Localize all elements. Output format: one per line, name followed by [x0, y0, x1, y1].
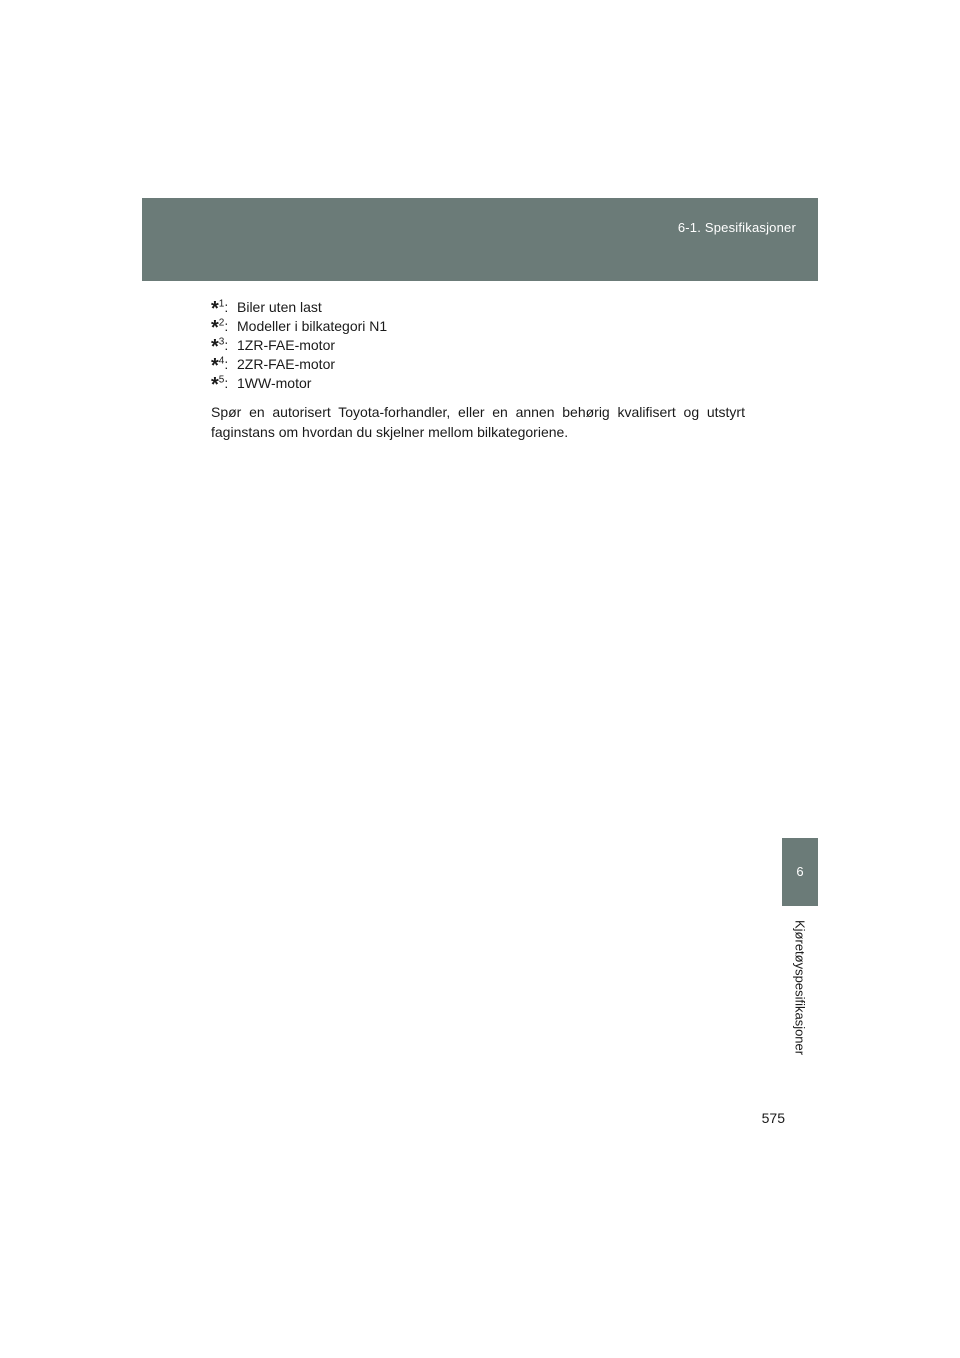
- chapter-tab-number: 6: [782, 838, 818, 906]
- footnote-text: Modeller i bilkategori N1: [237, 318, 388, 334]
- footnote-5: [211, 374, 745, 396]
- page-content: [211, 298, 745, 456]
- footnote-marker: *$^3$:: [211, 336, 229, 358]
- footnote-3: [211, 336, 745, 358]
- footnote-text: 1WW-motor: [237, 375, 312, 391]
- section-title: 6-1. Spesifikasjoner: [677, 220, 796, 235]
- footnote-1: [211, 298, 745, 320]
- chapter-tab-title-text: Kjøretøyspesifikasjoner: [792, 920, 808, 1056]
- footnote-marker: *$^4$:: [211, 355, 229, 377]
- footnote-2: [211, 317, 745, 339]
- footnote-marker: *$^2$:: [211, 317, 229, 339]
- footnote-4: [211, 355, 745, 377]
- footnote-text: 2ZR-FAE-motor: [237, 356, 336, 372]
- footnote-text: Biler uten last: [237, 299, 322, 315]
- header-band: [142, 198, 818, 281]
- footnote-marker: *$^1$:: [211, 298, 229, 320]
- page-number: 575: [761, 1110, 785, 1126]
- body-paragraph: Spør en autorisert Toyota-forhandler, eller en annen behørig kvalifisert og utstyrt faginstans om hvordan du skjelner mellom bilkategoriene.: [211, 404, 745, 440]
- chapter-tab-title: [782, 906, 818, 1070]
- footnote-text: 1ZR-FAE-motor: [237, 337, 336, 353]
- footnote-marker: *$^5$:: [211, 374, 229, 396]
